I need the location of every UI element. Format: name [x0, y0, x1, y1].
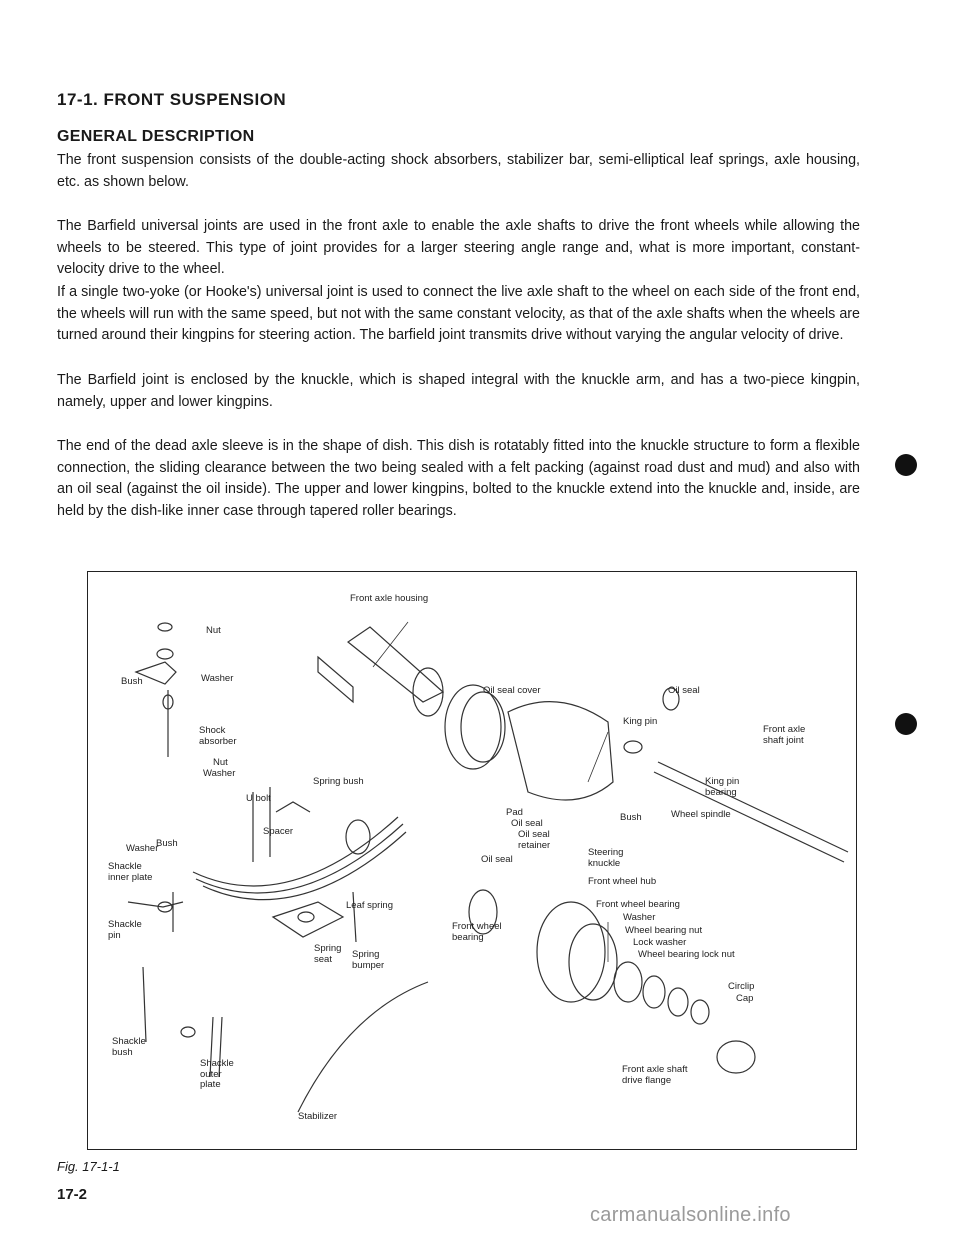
oil-seal-cover-part	[445, 685, 501, 769]
label-spring-bumper: Spring bumper	[352, 949, 385, 971]
label-shackle-outer-plate: Shackle outer plate	[200, 1058, 234, 1090]
paragraph-5: The end of the dead axle sleeve is in the shape of dish. This dish is rotatably fitted into the knuckle structure to form a flexible connection, the sliding clearance between the two being sealed with a felt packing (against road dust and mud) and also with an oil seal (against the oil inside). The upper and lower kingpins, bolted to the knuckle extend into the knuckle and, inside, are held by the dish-like inner case through tapered roller bearings.	[57, 438, 860, 519]
label-front-wheel-bearing-left: Front wheel bearing	[452, 921, 502, 943]
label-nut-mid: Nut	[213, 757, 228, 768]
label-cap: Cap	[736, 993, 754, 1004]
figure-caption: Fig. 17-1-1	[57, 1159, 120, 1174]
label-oil-seal-a: Oil seal	[511, 818, 543, 829]
spring-seat-part	[273, 902, 343, 937]
steering-knuckle-part	[508, 702, 613, 800]
binder-hole-top	[895, 454, 917, 476]
label-nut: Nut	[206, 625, 221, 636]
label-shock-absorber: Shock absorber	[199, 725, 237, 747]
label-oil-seal-cover: Oil seal cover	[483, 685, 541, 696]
label-spacer: Spacer	[263, 826, 294, 837]
shackle-bush-part	[181, 1027, 195, 1037]
label-leaf-spring: Leaf spring	[346, 900, 394, 911]
binder-hole-bottom	[895, 713, 917, 735]
label-shackle-bush: Shackle bush	[112, 1036, 146, 1058]
label-wheel-spindle: Wheel spindle	[671, 809, 731, 820]
label-steering-knuckle: Steering knuckle	[588, 847, 624, 869]
label-king-pin: King pin	[623, 716, 658, 727]
subtitle: GENERAL DESCRIPTION	[57, 128, 255, 145]
label-front-wheel-bearing: Front wheel bearing	[596, 899, 680, 910]
label-oil-seal-top: Oil seal	[668, 685, 700, 696]
label-king-pin-bearing: King pin bearing	[705, 776, 740, 798]
label-pad: Pad	[506, 807, 523, 818]
label-shackle-pin: Shackle pin	[108, 919, 142, 941]
label-oil-seal-b: Oil seal	[481, 854, 513, 865]
label-wheel-bearing-lock-nut: Wheel bearing lock nut	[638, 949, 735, 960]
stabilizer-part	[298, 982, 428, 1112]
label-oil-seal-retainer: Oil seal retainer	[518, 829, 551, 851]
paragraph-1: The front suspension consists of the double-acting shock absorbers, stabilizer bar, semi-elliptical leaf springs, axle housing, etc. as shown below.	[57, 152, 860, 190]
page-number: 17-2	[57, 1186, 88, 1203]
washer-part	[157, 649, 173, 659]
label-u-bolt: U bolt	[246, 793, 271, 804]
paragraph-4: The Barfield joint is enclosed by the knuckle, which is shaped integral with the knuckle arm, and has a two-piece kingpin, namely, upper and lower kingpins.	[57, 372, 860, 410]
label-bush-small: Bush	[156, 838, 178, 849]
label-bush: Bush	[121, 676, 143, 687]
bearing-part	[614, 962, 642, 1002]
paragraph-3: If a single two-yoke (or Hooke's) universal joint is used to connect the live axle shaft to the wheel on each side of the front end, the wheels will run with the same speed, but not with the same constant velocity, as that of the axle shafts when the wheels are turned around their kingpins for steering action. The barfield joint transmits drive without varying the angular velocity of drive.	[57, 284, 860, 343]
label-front-wheel-hub: Front wheel hub	[588, 876, 657, 887]
section-title: 17-1. FRONT SUSPENSION	[57, 90, 287, 109]
paragraph-2: The Barfield universal joints are used in the front axle to enable the axle shafts to drive the front wheels while allowing the wheels to be steered. This type of joint provides for a larger steering angle range and, what is more important, constant-velocity drive to the wheel.	[57, 218, 860, 277]
nut-part	[158, 623, 172, 631]
label-spring-seat: Spring seat	[314, 943, 342, 965]
label-washer-small: Washer	[126, 843, 159, 854]
label-lock-washer: Lock washer	[633, 937, 687, 948]
label-front-axle-housing: Front axle housing	[350, 593, 429, 604]
spacer-part	[276, 802, 310, 812]
drive-flange-part	[717, 1041, 755, 1073]
watermark: carmanualsonline.info	[590, 1204, 791, 1226]
label-washer-right: Washer	[623, 912, 656, 923]
label-circlip: Circlip	[728, 981, 755, 992]
figure-box	[87, 571, 857, 1150]
shackle-part	[128, 902, 183, 907]
label-stabilizer: Stabilizer	[298, 1111, 338, 1122]
label-front-axle-shaft-drive-flange: Front axle shaft drive flange	[622, 1064, 688, 1086]
label-washer-mid: Washer	[203, 768, 236, 779]
label-bush-right: Bush	[620, 812, 642, 823]
label-wheel-bearing-nut: Wheel bearing nut	[625, 925, 703, 936]
label-washer: Washer	[201, 673, 234, 684]
axle-shaft-part	[658, 762, 848, 852]
label-spring-bush: Spring bush	[313, 776, 364, 787]
label-front-axle-shaft-joint: Front axle shaft joint	[763, 724, 806, 746]
front-wheel-hub-part	[537, 902, 605, 1002]
label-shackle-inner-plate: Shackle inner plate	[108, 861, 153, 883]
